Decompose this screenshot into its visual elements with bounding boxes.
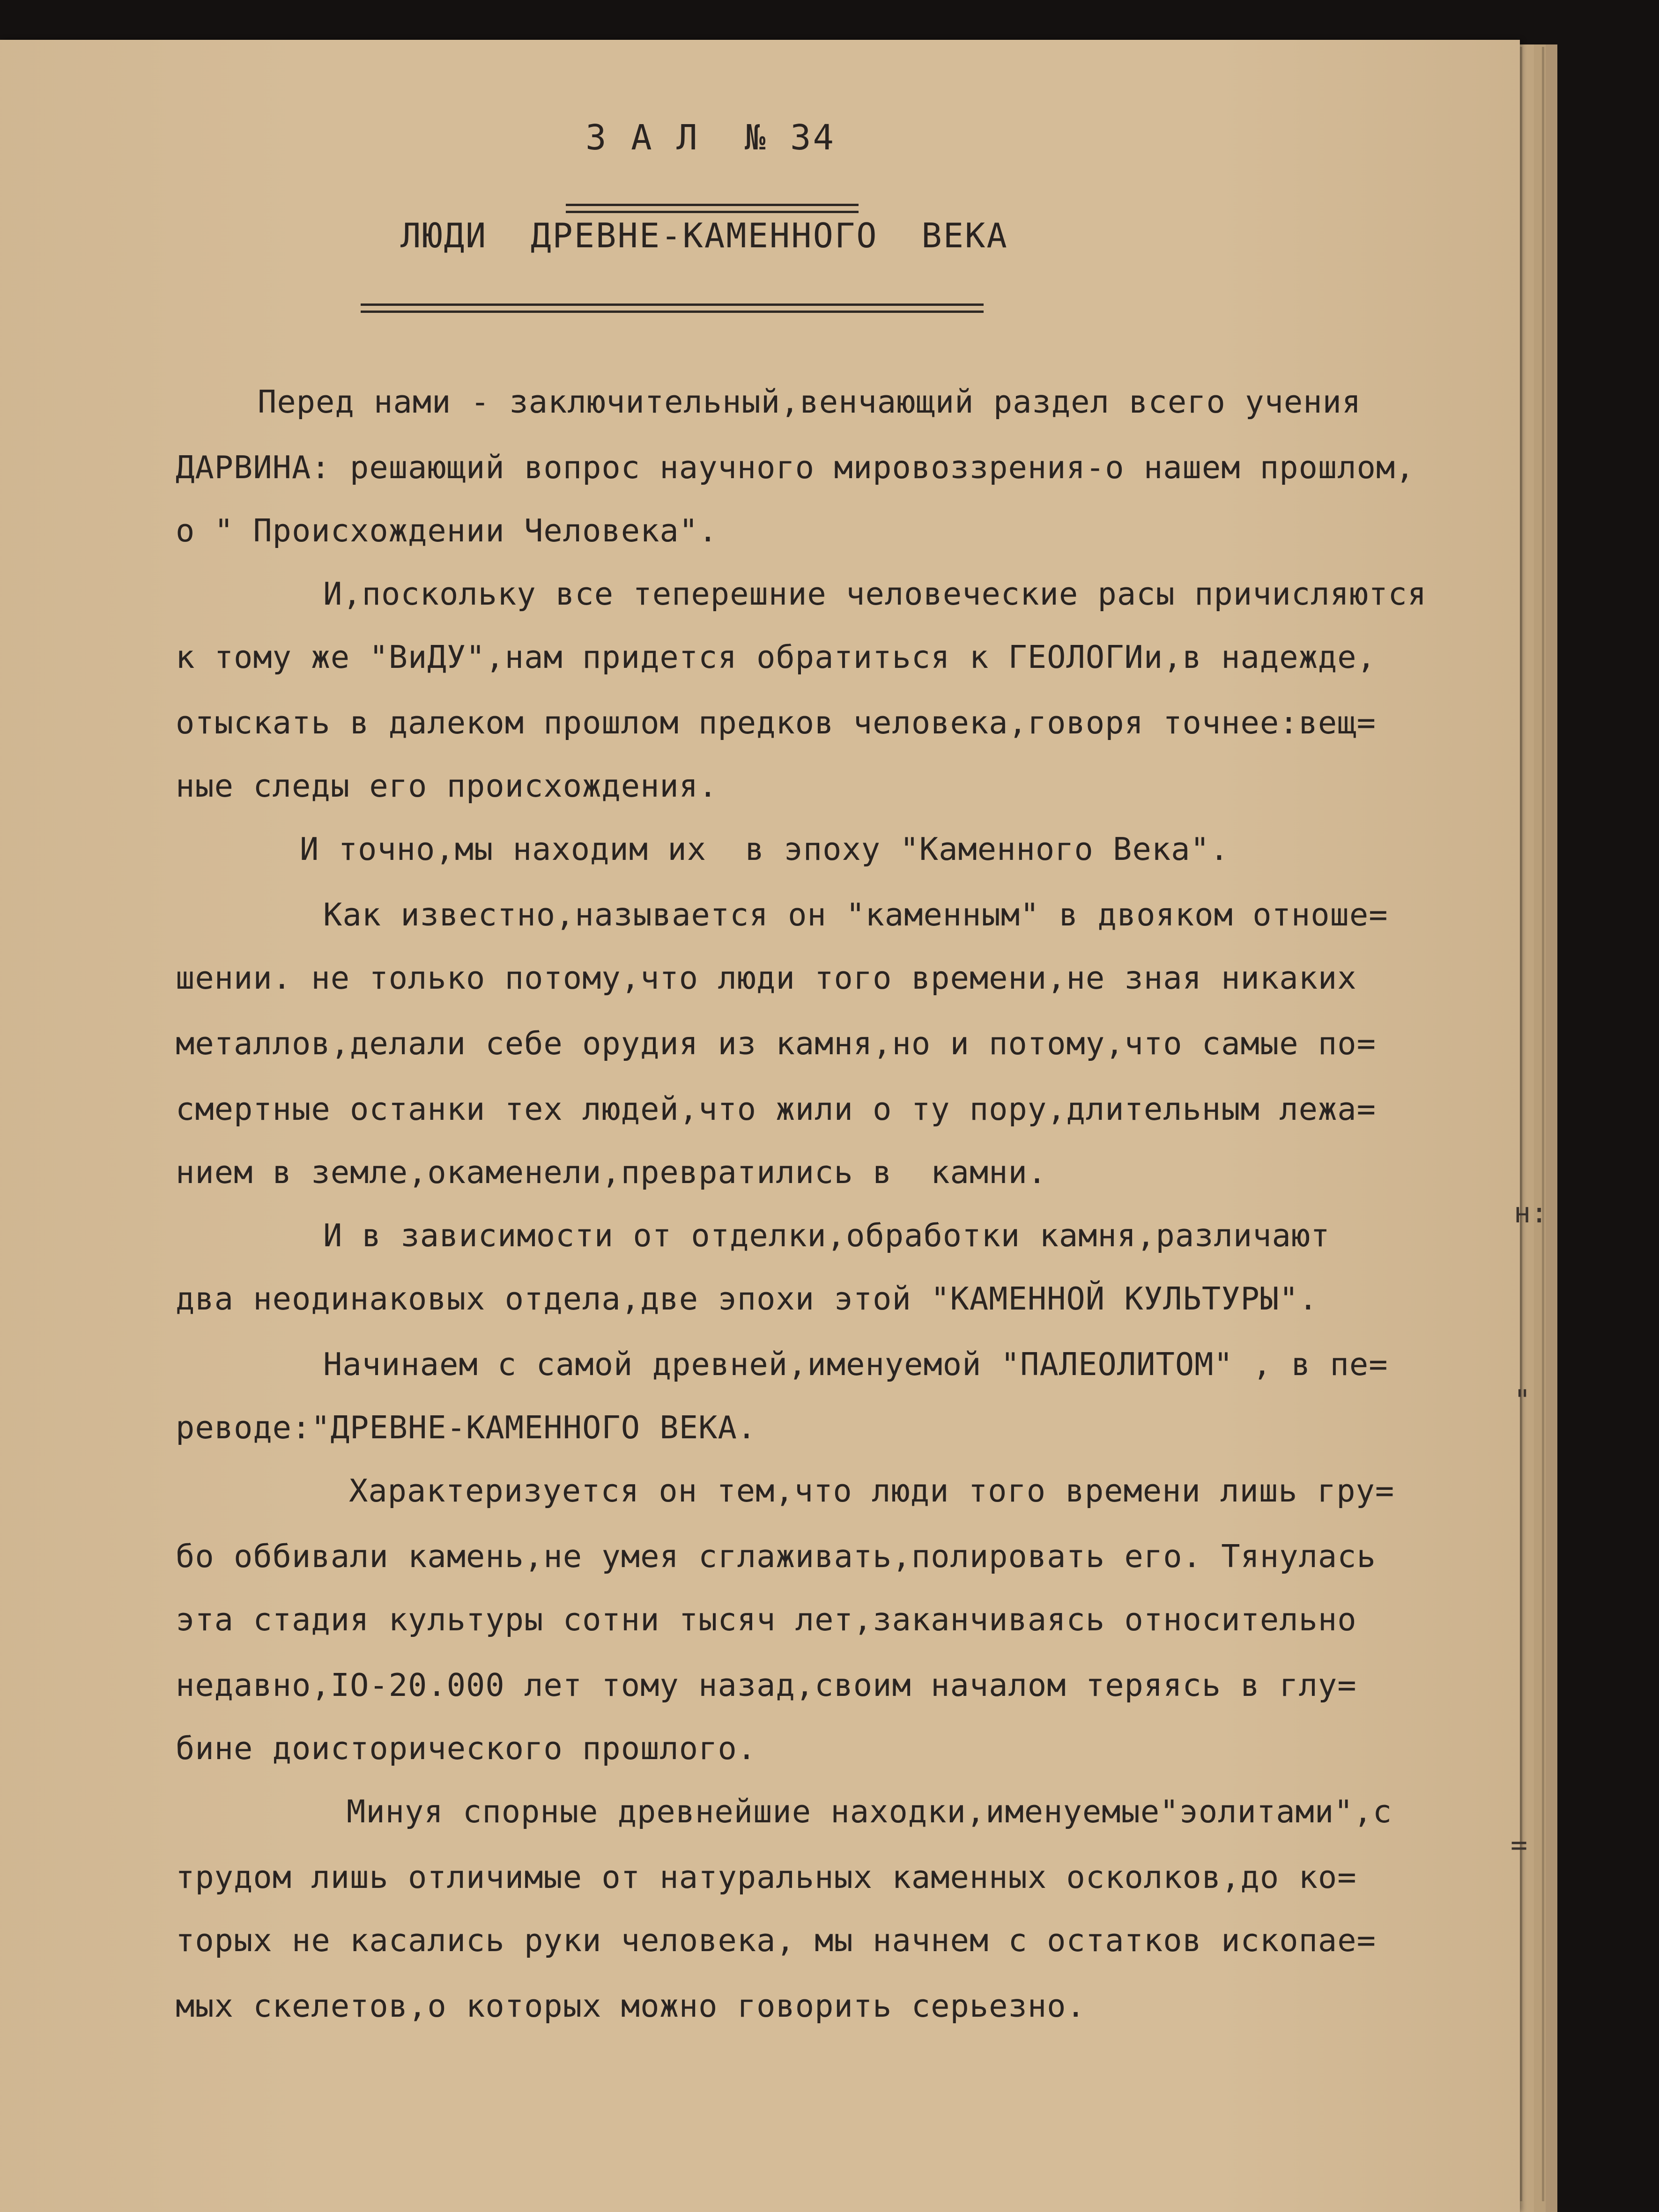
text-line: ные следы его происхождения.: [176, 768, 718, 804]
text-line: о " Происхождении Человека".: [176, 512, 718, 549]
text-line: Минуя спорные древнейшие находки,именуемые"эолитами",с: [347, 1793, 1392, 1830]
text-line: нием в земле,окаменели,превратились в камни.: [176, 1154, 1047, 1191]
text-line: шении. не только потому,что люди того времени,не зная никаких: [176, 960, 1357, 996]
text-line: мых скелетов,о которых можно говорить серьезно.: [176, 1988, 1086, 2024]
text-line: бо оббивали камень,не умея сглаживать,полировать его. Тянулась: [176, 1538, 1376, 1575]
text-line: недавно,IO-20.000 лет тому назад,своим началом теряясь в глу=: [176, 1667, 1357, 1703]
hall-number-heading: З А Л № 34: [585, 118, 836, 158]
text-line: Как известно,называется он "каменным" в двояком отноше=: [323, 896, 1388, 933]
text-line: Характеризуется он тем,что люди того времени лишь гру=: [349, 1472, 1395, 1509]
text-line: трудом лишь отличимые от натуральных каменных осколков,до ко=: [176, 1859, 1357, 1895]
margin-mark: ": [1514, 1384, 1531, 1417]
page-edge-line: [1542, 47, 1544, 2201]
typewritten-page: [0, 40, 1520, 2212]
text-line: Перед нами - заключительный,венчающий раздел всего учения: [258, 384, 1362, 420]
text-line: И в зависимости от отделки,обработки камня,различают: [323, 1217, 1330, 1254]
text-line: отыскать в далеком прошлом предков человека,говоря точнее:вещ=: [176, 704, 1376, 741]
text-line: реводе:"ДРЕВНЕ-КАМЕННОГО ВЕКА.: [176, 1409, 757, 1446]
section-title: ЛЮДИ ДРЕВНЕ-КАМЕННОГО ВЕКА: [400, 216, 1008, 255]
text-line: эта стадия культуры сотни тысяч лет,заканчиваясь относительно: [176, 1601, 1357, 1638]
text-line: два неодинаковых отдела,две эпохи этой "КАМЕННОЙ КУЛЬТУРЫ".: [176, 1280, 1318, 1317]
page-edge-line: [1520, 47, 1522, 2201]
text-line: металлов,делали себе орудия из камня,но и потому,что самые по=: [176, 1025, 1376, 1062]
text-line: ДАРВИНА: решающий вопрос научного мировоззрения-о нашем прошлом,: [176, 449, 1415, 486]
margin-mark: н:: [1514, 1197, 1548, 1229]
title-double-underline: [361, 303, 984, 313]
margin-mark: =: [1511, 1829, 1528, 1862]
text-line: смертные останки тех людей,что жили о ту пору,длительным лежа=: [176, 1091, 1376, 1127]
text-line: И,поскольку все теперешние человеческие расы причисляются: [323, 576, 1427, 612]
text-line: Начинаем с самой древней,именуемой "ПАЛЕОЛИТОМ" , в пе=: [323, 1346, 1388, 1383]
text-line: к тому же "ВиДУ",нам придется обратиться к ГЕОЛОГИи,в надежде,: [176, 639, 1376, 675]
text-line: торых не касались руки человека, мы начнем с остатков ископае=: [176, 1922, 1376, 1959]
heading-double-underline: [566, 204, 859, 213]
text-line: И точно,мы находим их в эпоху "Каменного Века".: [300, 831, 1229, 867]
text-line: бине доисторического прошлого.: [176, 1730, 757, 1767]
